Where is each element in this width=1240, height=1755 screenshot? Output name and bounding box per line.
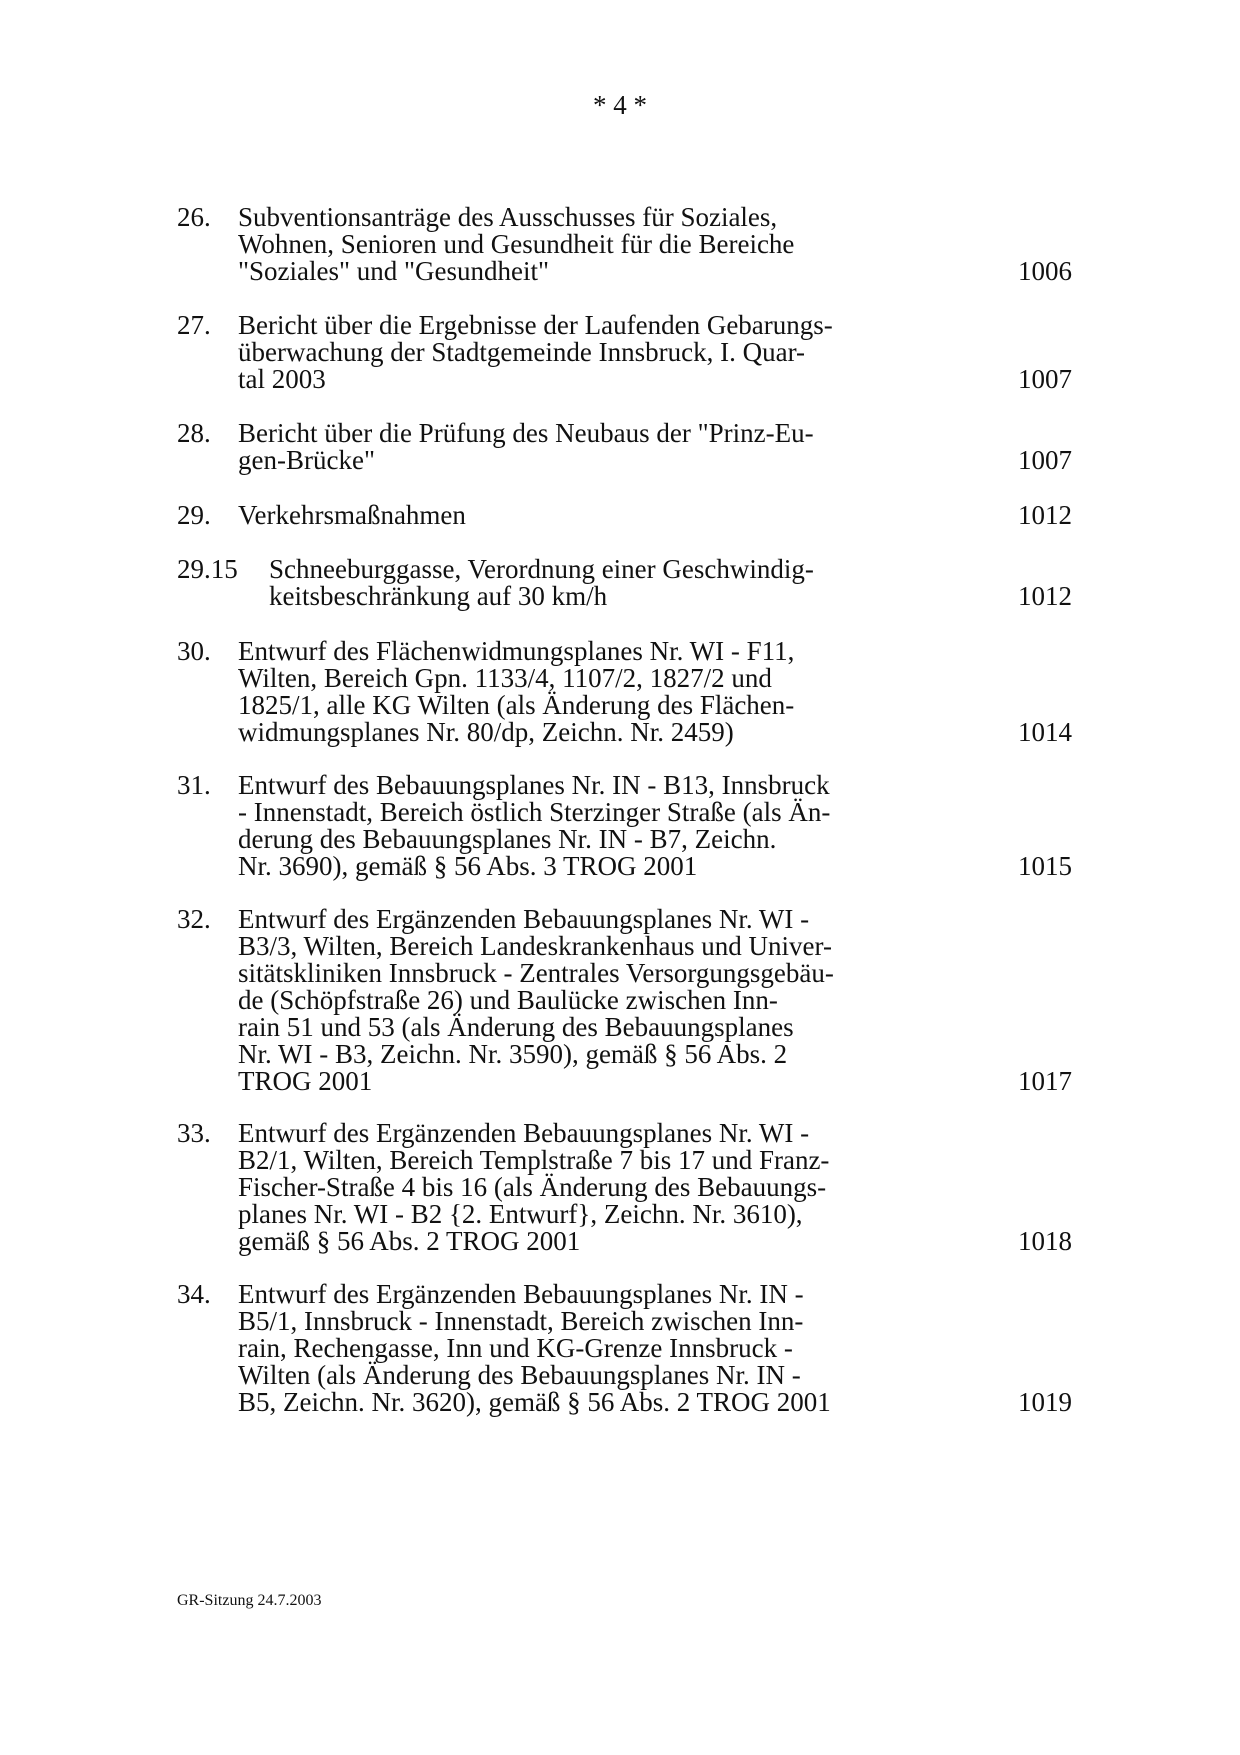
item-title [238,772,1078,880]
item-title-line: überwachung der Stadtgemeinde Innsbruck, I. Quar- [238,337,806,367]
item-title-line: B2/1, Wilten, Bereich Templstraße 7 bis 17 und Franz- [238,1145,830,1175]
item-title-line: - Innenstadt, Bereich östlich Sterzinger Straße (als Än- [238,797,831,827]
item-page-number: 1015 [1018,851,1072,881]
item-title-line: Verkehrsmaßnahmen [238,500,466,530]
item-page-number: 1006 [1018,256,1072,286]
item-title [238,204,1078,285]
item-title-line: rain, Rechengasse, Inn und KG-Grenze Innsbruck - [238,1333,793,1363]
item-title-line: rain 51 und 53 (als Änderung des Bebauungsplanes [238,1012,794,1042]
item-title [238,1120,1078,1255]
item-title-line: tal 2003 [238,364,326,394]
item-title [238,502,1078,529]
item-title-line: gen-Brücke" [238,445,375,475]
item-title-line: Nr. WI - B3, Zeichn. Nr. 3590), gemäß § 56 Abs. 2 [238,1039,788,1069]
item-title-line: de (Schöpfstraße 26) und Baulücke zwischen Inn- [238,985,778,1015]
item-title-line: Entwurf des Ergänzenden Bebauungsplanes Nr. IN - [238,1279,804,1309]
item-title-line: Entwurf des Bebauungsplanes Nr. IN - B13, Innsbruck [238,770,830,800]
item-title-line: derung des Bebauungsplanes Nr. IN - B7, Zeichn. [238,824,777,854]
item-page-number: 1018 [1018,1226,1072,1256]
item-title-line: Wilten, Bereich Gpn. 1133/4, 1107/2, 1827/2 und [238,663,772,693]
item-number: 29. [177,500,211,530]
item-number: 26. [177,202,211,232]
item-number: 27. [177,310,211,340]
item-page-number: 1012 [1018,581,1072,611]
item-number: 34. [177,1279,211,1309]
footer-session-date: GR-Sitzung 24.7.2003 [177,1592,322,1609]
item-title-line: Wilten (als Änderung des Bebauungsplanes Nr. IN - [238,1360,801,1390]
item-title-line: sitätskliniken Innsbruck - Zentrales Versorgungsgebäu- [238,958,834,988]
item-title [269,556,1079,610]
item-number: 31. [177,770,211,800]
item-page-number: 1014 [1018,717,1072,747]
item-title-line: Entwurf des Flächenwidmungsplanes Nr. WI - F11, [238,636,795,666]
item-number: 29.15 [177,554,238,584]
item-title [238,420,1078,474]
item-number: 28. [177,418,211,448]
item-title-line: Fischer-Straße 4 bis 16 (als Änderung des Bebauungs- [238,1172,827,1202]
page-number: * 4 * [593,90,647,120]
item-page-number: 1017 [1018,1066,1072,1096]
item-title-line: TROG 2001 [238,1066,373,1096]
item-page-number: 1019 [1018,1387,1072,1417]
item-title-line: planes Nr. WI - B2 {2. Entwurf}, Zeichn. Nr. 3610), [238,1199,803,1229]
item-title [238,312,1078,393]
item-page-number: 1007 [1018,445,1072,475]
item-title-line: Bericht über die Prüfung des Neubaus der "Prinz-Eu- [238,418,814,448]
item-number: 33. [177,1118,211,1148]
item-title [238,906,1078,1095]
item-title-line: Entwurf des Ergänzenden Bebauungsplanes Nr. WI - [238,904,810,934]
item-title-line: keitsbeschränkung auf 30 km/h [269,581,608,611]
item-title-line: Schneeburggasse, Verordnung einer Geschwindig- [269,554,814,584]
item-title-line: B5/1, Innsbruck - Innenstadt, Bereich zwischen Inn- [238,1306,804,1336]
item-title-line: Subventionsanträge des Ausschusses für Soziales, [238,202,778,232]
item-title-line: Nr. 3690), gemäß § 56 Abs. 3 TROG 2001 [238,851,698,881]
item-title [238,1281,1078,1416]
item-title-line: B3/3, Wilten, Bereich Landeskrankenhaus und Univer- [238,931,832,961]
item-page-number: 1012 [1018,500,1072,530]
item-title [238,638,1078,746]
item-title-line: Entwurf des Ergänzenden Bebauungsplanes Nr. WI - [238,1118,810,1148]
item-page-number: 1007 [1018,364,1072,394]
item-title-line: Bericht über die Ergebnisse der Laufenden Gebarungs- [238,310,833,340]
item-title-line: "Soziales" und "Gesundheit" [238,256,550,286]
item-title-line: B5, Zeichn. Nr. 3620), gemäß § 56 Abs. 2 TROG 2001 [238,1387,831,1417]
item-title-line: 1825/1, alle KG Wilten (als Änderung des Flächen- [238,690,795,720]
item-number: 30. [177,636,211,666]
item-title-line: gemäß § 56 Abs. 2 TROG 2001 [238,1226,581,1256]
item-title-line: widmungsplanes Nr. 80/dp, Zeichn. Nr. 2459) [238,717,734,747]
item-number: 32. [177,904,211,934]
item-title-line: Wohnen, Senioren und Gesundheit für die Bereiche [238,229,795,259]
